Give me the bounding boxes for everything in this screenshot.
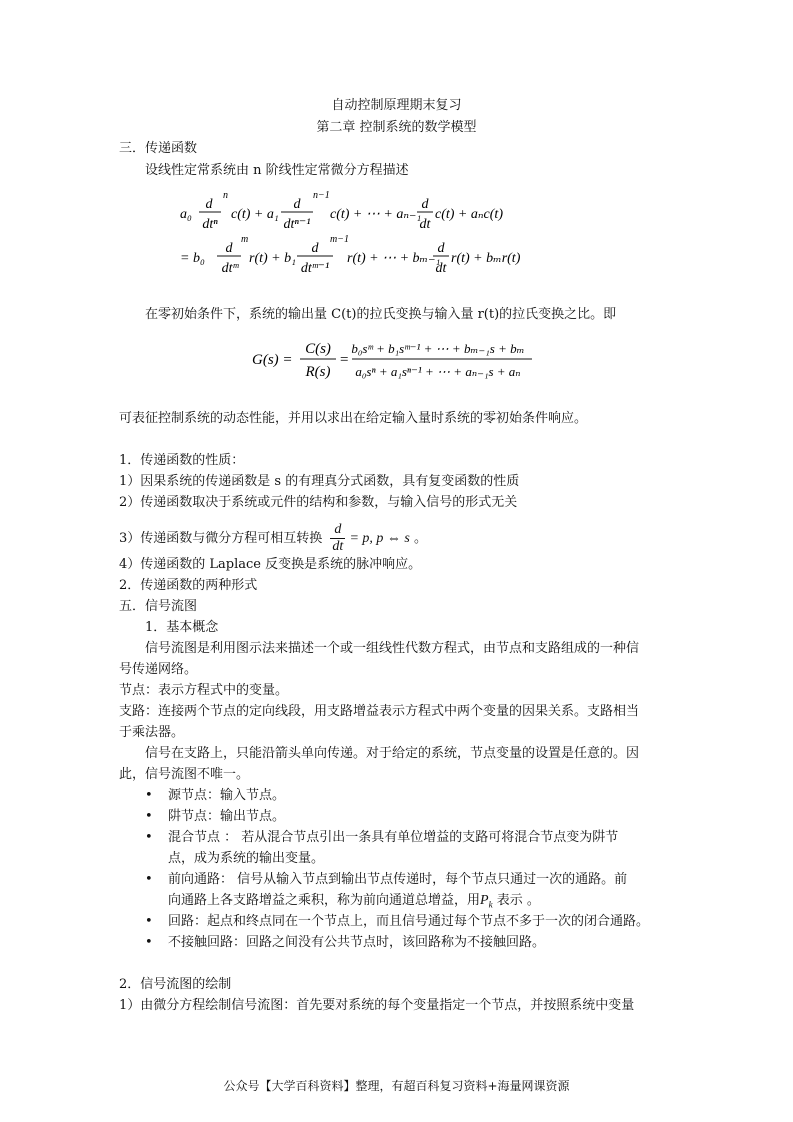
chapter-heading: 第二章 控制系统的数学模型 (316, 120, 477, 135)
eq2-sup1: m (241, 234, 249, 245)
pk-symbol: P (480, 893, 489, 908)
eq2-b0: = b₀ (180, 251, 205, 266)
node-definition: 节点：表示方程式中的变量。 (119, 683, 289, 698)
eq1-frac3-den: dt (419, 217, 431, 232)
rs-den: R(s) (305, 364, 331, 380)
signal-flow-line2: 此，信号流图不唯一。 (119, 767, 250, 782)
bullet-marker: • (145, 809, 153, 824)
eq1-frac1-den: dtⁿ (202, 217, 218, 232)
page-footer: 公众号【大学百科资料】整理，有超百科复习资料+海量网课资源 (223, 1079, 570, 1093)
eq1-frac1-num: d (205, 197, 213, 212)
eq2-frac2-den: dtᵐ⁻¹ (300, 261, 330, 276)
property-2: 2）传递函数取决于系统或元件的结构和参数，与输入信号的形式无关 (119, 495, 518, 510)
intro-text: 设线性定常系统由 n 阶线性定常微分方程描述 (145, 163, 409, 178)
forward-path-item-line1: 前向通路： 信号从输入节点到输出节点传递时，每个节点只通过一次的通路。前 (168, 872, 628, 887)
pk-subscript: k (488, 899, 493, 910)
eq1-frac3-num: d (421, 197, 429, 212)
section-5-heading: 五．信号流图 (119, 599, 198, 614)
eq2-sup2: m−1 (330, 234, 349, 245)
branch-definition-line1: 支路：连接两个节点的定向线段，用支路增益表示方程式中两个变量的因果关系。支路相当 (119, 704, 640, 719)
sfg-definition-line1: 信号流图是利用图示法来描述一个或一组线性代数方程式，由节点和支路组成的一种信 (145, 641, 640, 656)
non-touching-loop-item: 不接触回路：回路之间没有公共节点时，该回路称为不接触回路。 (168, 935, 546, 950)
cs-num: C(s) (305, 341, 331, 357)
bullet-marker: • (145, 935, 153, 950)
d-dt-fraction (330, 522, 345, 555)
forward-path-item-line2 (168, 892, 540, 914)
eq2-frac1-den: dtᵐ (221, 261, 239, 276)
signal-flow-line1: 信号在支路上，只能沿箭头单向传递。对于给定的系统，节点变量的设置是任意的。因 (145, 746, 640, 761)
forms-heading: 2．传递函数的两种形式 (119, 578, 258, 593)
eq2-frac2-num: d (311, 241, 319, 256)
d-dt-num: d (330, 522, 345, 539)
properties-heading: 1．传递函数的性质： (119, 453, 245, 468)
d-dt-den: dt (332, 539, 344, 554)
eq1-term1: c(t) + a₁ (231, 207, 279, 222)
drawing-step-1: 1）由微分方程绘制信号流图：首先要对系统的每个变量指定一个节点，并按照系统中变量 (119, 998, 635, 1013)
forward-path-text: 向通路上各支路增益之乘积，称为前向通道总增益，用 (168, 893, 481, 908)
transfer-function-equation (250, 336, 550, 386)
eq2-frac3-den: dt (435, 261, 447, 276)
bullet-marker: • (145, 914, 153, 929)
bullet-marker: • (145, 872, 153, 887)
drawing-heading: 2．信号流图的绘制 (119, 977, 232, 992)
bullet-marker: • (145, 830, 153, 845)
forward-path-tail: 表示 。 (492, 893, 540, 908)
source-node-item: 源节点：输入节点。 (168, 788, 286, 803)
eq2-frac3-num: d (437, 241, 445, 256)
eq1-sup2: n−1 (313, 190, 330, 201)
mixed-node-item-line1: 混合节点 ： 若从混合节点引出一条具有单位增益的支路可将混合节点变为阱节 (168, 830, 619, 845)
eq2-frac1-num: d (225, 241, 233, 256)
eq1-term3: c(t) + aₙc(t) (435, 207, 503, 222)
denominator-poly: a₀sⁿ + a₁sⁿ⁻¹ + ⋯ + aₙ₋₁s + aₙ (355, 364, 521, 379)
property-4: 4）传递函数的 Laplace 反变换是系统的脉冲响应。 (119, 557, 422, 572)
gs-lhs: G(s) = (252, 352, 293, 368)
eq1-a0: a₀ (180, 207, 192, 222)
zero-initial-text: 在零初始条件下，系统的输出量 C(t)的拉氏变换与输入量 r(t)的拉氏变换之比。即 (145, 307, 617, 322)
mixed-node-item-line2: 点，成为系统的输出变量。 (168, 851, 325, 866)
eq1-sup1: n (223, 190, 228, 201)
numerator-poly: b₀sᵐ + b₁sᵐ⁻¹ + ⋯ + bₘ₋₁s + bₘ (351, 341, 525, 356)
basic-concepts-heading: 1．基本概念 (145, 620, 219, 635)
eq2-term1: r(t) + b₁ (249, 251, 296, 266)
document-title: 自动控制原理期末复习 (331, 98, 462, 113)
sink-node-item: 阱节点：输出节点。 (168, 809, 286, 824)
dynamics-text: 可表征控制系统的动态性能，并用以求出在给定输入量时系统的零初始条件响应。 (119, 411, 588, 426)
property-3-rhs: = p, p ⇔ s (349, 531, 410, 546)
section-3-heading: 三．传递函数 (119, 141, 198, 156)
eq1-frac2-den: dtⁿ⁻¹ (283, 217, 311, 232)
eq2-term3: r(t) + bₘr(t) (451, 251, 521, 266)
eq1-frac2-num: d (293, 197, 301, 212)
sfg-definition-line2: 号传递网络。 (119, 662, 198, 677)
property-3-end: 。 (414, 531, 428, 546)
eq2-term2: r(t) + ⋯ + bₘ₋₁ (347, 251, 441, 266)
loop-item: 回路：起点和终点同在一个节点上，而且信号通过每个节点不多于一次的闭合通路。 (168, 914, 650, 929)
property-3-text: 3）传递函数与微分方程可相互转换 (119, 531, 323, 546)
branch-definition-line2: 于乘法器。 (119, 725, 185, 740)
bullet-marker: • (145, 788, 153, 803)
property-1: 1）因果系统的传递函数是 s 的有理真分式函数，具有复变函数的性质 (119, 474, 520, 489)
eq-sign: = (340, 352, 349, 368)
differential-equation (175, 190, 555, 280)
eq1-term2: c(t) + ⋯ + aₙ₋₁ (330, 207, 422, 222)
property-3 (119, 522, 427, 555)
